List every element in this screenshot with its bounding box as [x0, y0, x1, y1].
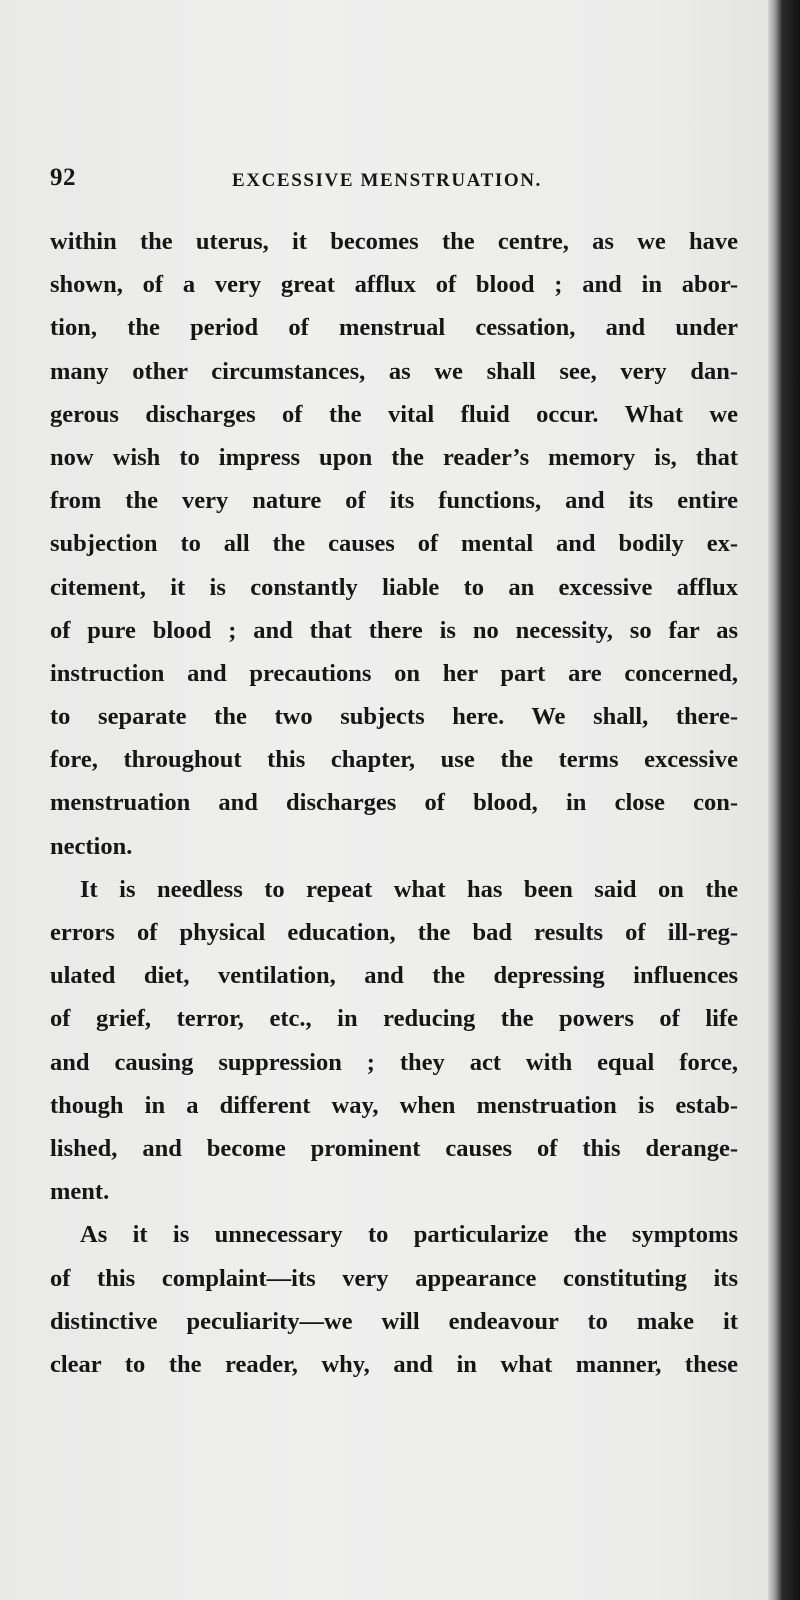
text-line: nection.: [50, 832, 133, 860]
text-line: gerous discharges of the vital fluid occur. What we: [50, 400, 738, 428]
text-line: though in a different way, when menstruation is estab-: [50, 1091, 738, 1119]
text-line: As it is unnecessary to particularize the symptoms: [80, 1221, 738, 1249]
text-line: menstruation and discharges of blood, in close con-: [50, 789, 738, 817]
body-text: [50, 220, 738, 1386]
text-line: now wish to impress upon the reader’s memory is, that: [50, 443, 738, 471]
text-line: and causing suppression ; they act with equal force,: [50, 1048, 738, 1076]
page-number: 92: [50, 164, 76, 191]
text-line: from the very nature of its functions, and its entire: [50, 487, 738, 515]
text-line: of pure blood ; and that there is no necessity, so far as: [50, 616, 738, 644]
text-line: clear to the reader, why, and in what manner, these: [50, 1350, 738, 1378]
text-line: instruction and precautions on her part are concerned,: [50, 659, 738, 687]
text-line: It is needless to repeat what has been said on the: [80, 875, 738, 903]
text-line: within the uterus, it becomes the centre, as we have: [50, 228, 738, 255]
text-line: ment.: [50, 1178, 110, 1206]
text-line: fore, throughout this chapter, use the terms excessive: [50, 746, 738, 774]
text-line: of this complaint—its very appearance constituting its: [50, 1264, 738, 1292]
page-header: [50, 160, 750, 200]
running-head: EXCESSIVE MENSTRUATION.: [232, 170, 542, 191]
text-line: shown, of a very great afflux of blood ; and in abor-: [50, 271, 738, 299]
text-line: many other circumstances, as we shall see, very dan-: [50, 357, 738, 385]
text-line: ulated diet, ventilation, and the depressing influences: [50, 962, 738, 990]
text-line: to separate the two subjects here. We shall, there-: [50, 703, 738, 731]
text-line: lished, and become prominent causes of this derange-: [50, 1134, 738, 1162]
text-line: errors of physical education, the bad results of ill-reg-: [50, 919, 738, 946]
text-line: distinctive peculiarity—we will endeavour to make it: [50, 1307, 738, 1335]
page-edge: [768, 0, 800, 1600]
text-line: citement, it is constantly liable to an excessive afflux: [50, 573, 738, 601]
text-line: subjection to all the causes of mental and bodily ex-: [50, 530, 738, 558]
text-line: tion, the period of menstrual cessation, and under: [50, 314, 738, 342]
text-line: of grief, terror, etc., in reducing the powers of life: [50, 1005, 738, 1033]
